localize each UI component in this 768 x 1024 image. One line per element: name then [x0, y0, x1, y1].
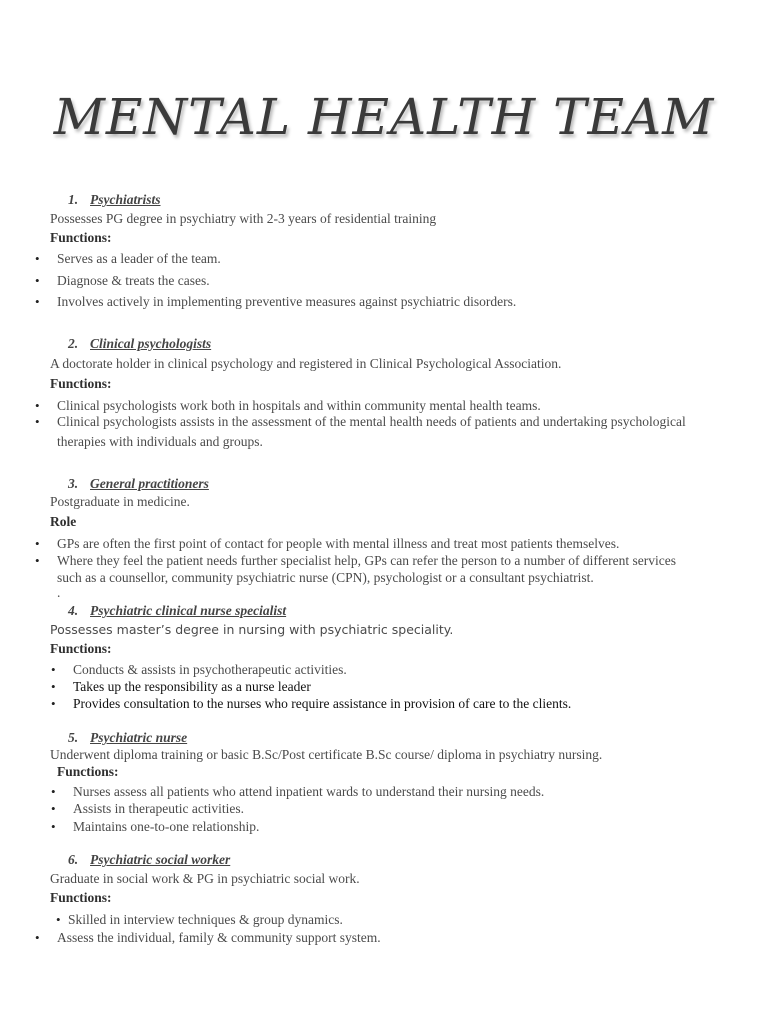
list-item — [35, 929, 381, 946]
section-title: Psychiatric social worker — [90, 852, 231, 867]
section-number: 1. — [68, 192, 79, 207]
list-item — [56, 911, 343, 928]
list-item-text: Diagnose & treats the cases. — [57, 273, 210, 288]
list-item-text: Skilled in interview techniques & group dynamics. — [68, 912, 343, 927]
list-item-text: Where they feel the patient needs further specialist help, GPs can refer the person to a number of different services — [57, 553, 677, 568]
bullet-icon: • — [56, 912, 61, 927]
bullet-icon: • — [51, 679, 56, 694]
section-heading-psychiatrists — [68, 191, 161, 208]
bullet-icon: • — [51, 696, 56, 711]
section-heading-general-practitioners — [68, 475, 209, 492]
list-item-text: GPs are often the first point of contact for people with mental illness and treat most patients themselves. — [57, 536, 620, 551]
list-item — [35, 250, 221, 267]
section-heading-psychiatric-nurse — [68, 729, 187, 746]
section-number: 3. — [68, 476, 79, 491]
bullet-icon: • — [35, 398, 40, 413]
list-item — [35, 272, 210, 289]
section-title: Clinical psychologists — [90, 336, 212, 351]
list-item — [51, 800, 244, 817]
list-item — [35, 293, 517, 310]
list-item-text: Maintains one-to-one relationship. — [73, 819, 260, 834]
stray-period: . — [57, 585, 61, 600]
list-item-text: Involves actively in implementing preventive measures against psychiatric disorders. — [57, 294, 517, 309]
section-number: 4. — [68, 603, 79, 618]
list-item — [51, 661, 347, 678]
section-description: A doctorate holder in clinical psychology and registered in Clinical Psychological Association. — [50, 356, 562, 371]
functions-label: Functions: — [50, 230, 112, 245]
list-item-text: Clinical psychologists assists in the assessment of the mental health needs of patients and undertaking psychological — [57, 414, 686, 429]
list-item-continuation: therapies with individuals and groups. — [57, 434, 263, 449]
bullet-icon: • — [51, 784, 56, 799]
list-item — [51, 678, 311, 695]
section-title: Psychiatric clinical nurse specialist — [90, 603, 287, 618]
bullet-icon: • — [35, 294, 40, 309]
bullet-icon: • — [35, 251, 40, 266]
list-item-text: Conducts & assists in psychotherapeutic activities. — [73, 662, 347, 677]
section-number: 2. — [68, 336, 79, 351]
bullet-icon: • — [35, 273, 40, 288]
bullet-icon: • — [35, 930, 40, 945]
list-item-text: Takes up the responsibility as a nurse leader — [73, 679, 311, 694]
role-label: Role — [50, 514, 77, 529]
list-item — [35, 397, 541, 414]
list-item — [51, 818, 260, 835]
list-item-text: Assists in therapeutic activities. — [73, 801, 244, 816]
section-number: 5. — [68, 730, 79, 745]
list-item-continuation: such as a counsellor, community psychiatric nurse (CPN), psychologist or a consultant psychiatrist. — [57, 570, 594, 585]
section-heading-clinical-psychologists — [68, 335, 211, 352]
functions-label: Functions: — [50, 641, 112, 656]
section-title: Psychiatrists — [90, 192, 161, 207]
list-item-text: Clinical psychologists work both in hospitals and within community mental health teams. — [57, 398, 541, 413]
bullet-icon: • — [51, 801, 56, 816]
section-description: Possesses PG degree in psychiatry with 2-3 years of residential training — [50, 211, 437, 226]
section-heading-psychiatric-social-worker — [68, 851, 230, 868]
list-item-text: Provides consultation to the nurses who require assistance in provision of care to the clients. — [73, 696, 572, 711]
list-item — [35, 413, 686, 430]
list-item — [35, 552, 677, 569]
section-title: Psychiatric nurse — [90, 730, 188, 745]
section-description: Postgraduate in medicine. — [50, 494, 190, 509]
section-title: General practitioners — [90, 476, 209, 491]
bullet-icon: • — [35, 553, 40, 568]
list-item-text: Assess the individual, family & community support system. — [57, 930, 381, 945]
section-heading-psychiatric-clinical-nurse-specialist — [68, 602, 286, 619]
functions-label: Functions: — [57, 764, 119, 779]
section-description: Graduate in social work & PG in psychiatric social work. — [50, 871, 360, 886]
section-number: 6. — [68, 852, 79, 867]
section-description: Possesses master’s degree in nursing with psychiatric speciality. — [50, 622, 454, 637]
bullet-icon: • — [51, 662, 56, 677]
section-description: Underwent diploma training or basic B.Sc/Post certificate B.Sc course/ diploma in psychiatry nursing. — [50, 747, 603, 762]
functions-label: Functions: — [50, 376, 112, 391]
functions-label: Functions: — [50, 890, 112, 905]
page-title: MENTAL HEALTH TEAM — [53, 88, 715, 146]
list-item — [51, 695, 572, 712]
bullet-icon: • — [35, 414, 40, 429]
list-item — [35, 535, 620, 552]
list-item-text: Serves as a leader of the team. — [57, 251, 221, 266]
bullet-icon: • — [35, 536, 40, 551]
list-item-text: Nurses assess all patients who attend inpatient wards to understand their nursing needs. — [73, 784, 545, 799]
bullet-icon: • — [51, 819, 56, 834]
list-item — [51, 783, 545, 800]
